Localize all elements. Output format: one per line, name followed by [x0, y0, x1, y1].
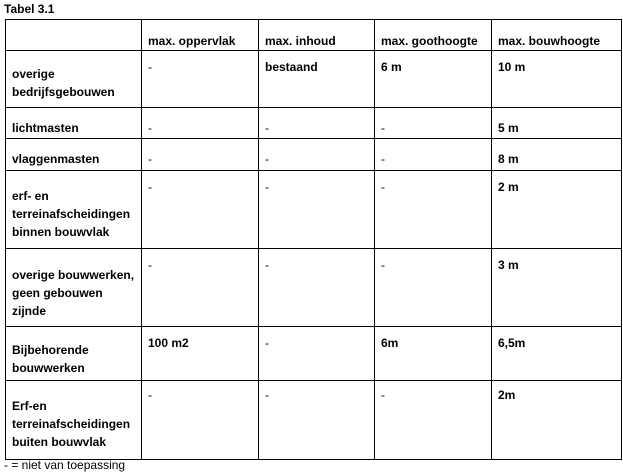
cell-value: - — [148, 258, 152, 272]
cell-max-bouwhoogte: 10 m — [492, 51, 622, 108]
cell-max-goothoogte: 6m — [375, 327, 492, 381]
cell-max-bouwhoogte: 6,5m — [492, 327, 622, 381]
cell-max-goothoogte — [375, 249, 492, 327]
cell-max-oppervlak — [142, 249, 259, 327]
cell-max-oppervlak — [142, 51, 259, 108]
cell-max-inhoud — [259, 327, 375, 381]
cell-value: - — [381, 258, 385, 272]
table-caption: Tabel 3.1 — [4, 2, 55, 16]
cell-value: - — [148, 121, 152, 135]
cell-max-oppervlak — [142, 381, 259, 460]
cell-value: - — [148, 152, 152, 166]
row-label-cell: erf- en terreinafscheidingen binnen bouwvlak — [6, 171, 142, 249]
cell-max-goothoogte — [375, 139, 492, 171]
cell-value: - — [148, 60, 152, 74]
table-row — [6, 327, 622, 381]
table-row — [6, 108, 622, 139]
cell-value: - — [265, 180, 269, 194]
cell-max-bouwhoogte: 2m — [492, 381, 622, 460]
cell-max-goothoogte: 6 m — [375, 51, 492, 108]
cell-value: - — [381, 152, 385, 166]
data-table — [5, 19, 622, 460]
cell-value: - — [265, 388, 269, 402]
cell-max-oppervlak — [142, 171, 259, 249]
cell-max-inhoud — [259, 108, 375, 139]
cell-value: - — [265, 258, 269, 272]
cell-max-goothoogte — [375, 381, 492, 460]
cell-max-oppervlak — [142, 139, 259, 171]
cell-value: - — [381, 388, 385, 402]
cell-max-bouwhoogte: 8 m — [492, 139, 622, 171]
cell-value: - — [148, 180, 152, 194]
row-label-cell: vlaggenmasten — [6, 139, 142, 171]
table-row — [6, 51, 622, 108]
row-label-cell: Bijbehorende bouwwerken — [6, 327, 142, 381]
table-header-row — [6, 20, 622, 51]
cell-value: - — [148, 388, 152, 402]
cell-max-oppervlak: 100 m2 — [142, 327, 259, 381]
table-row — [6, 139, 622, 171]
cell-max-inhoud — [259, 171, 375, 249]
cell-max-inhoud — [259, 139, 375, 171]
header-cell-max-goothoogte: max. goothoogte — [375, 20, 492, 51]
cell-max-oppervlak — [142, 108, 259, 139]
cell-max-goothoogte — [375, 108, 492, 139]
row-label-cell: overige bouwwerken, geen gebouwen zijnde — [6, 249, 142, 327]
cell-value: - — [265, 336, 269, 350]
table-row — [6, 381, 622, 460]
header-cell-max-oppervlak: max. oppervlak — [142, 20, 259, 51]
row-label-cell: lichtmasten — [6, 108, 142, 139]
cell-value: - — [381, 121, 385, 135]
cell-max-inhoud — [259, 249, 375, 327]
table-row — [6, 171, 622, 249]
header-cell-empty — [6, 20, 142, 51]
cell-value: - — [265, 152, 269, 166]
cell-max-inhoud: bestaand — [259, 51, 375, 108]
cell-max-inhoud — [259, 381, 375, 460]
table-row — [6, 249, 622, 327]
row-label-cell: Erf-en terreinafscheidingen buiten bouwvlak — [6, 381, 142, 460]
cell-value: - — [265, 121, 269, 135]
row-label-cell: overige bedrijfsgebouwen — [6, 51, 142, 108]
header-cell-max-inhoud: max. inhoud — [259, 20, 375, 51]
cell-max-bouwhoogte: 2 m — [492, 171, 622, 249]
cell-max-goothoogte — [375, 171, 492, 249]
header-cell-max-bouwhoogte: max. bouwhoogte — [492, 20, 622, 51]
cell-max-bouwhoogte: 5 m — [492, 108, 622, 139]
cell-max-bouwhoogte: 3 m — [492, 249, 622, 327]
cell-value: - — [381, 180, 385, 194]
table-footnote: - = niet van toepassing — [4, 458, 126, 472]
